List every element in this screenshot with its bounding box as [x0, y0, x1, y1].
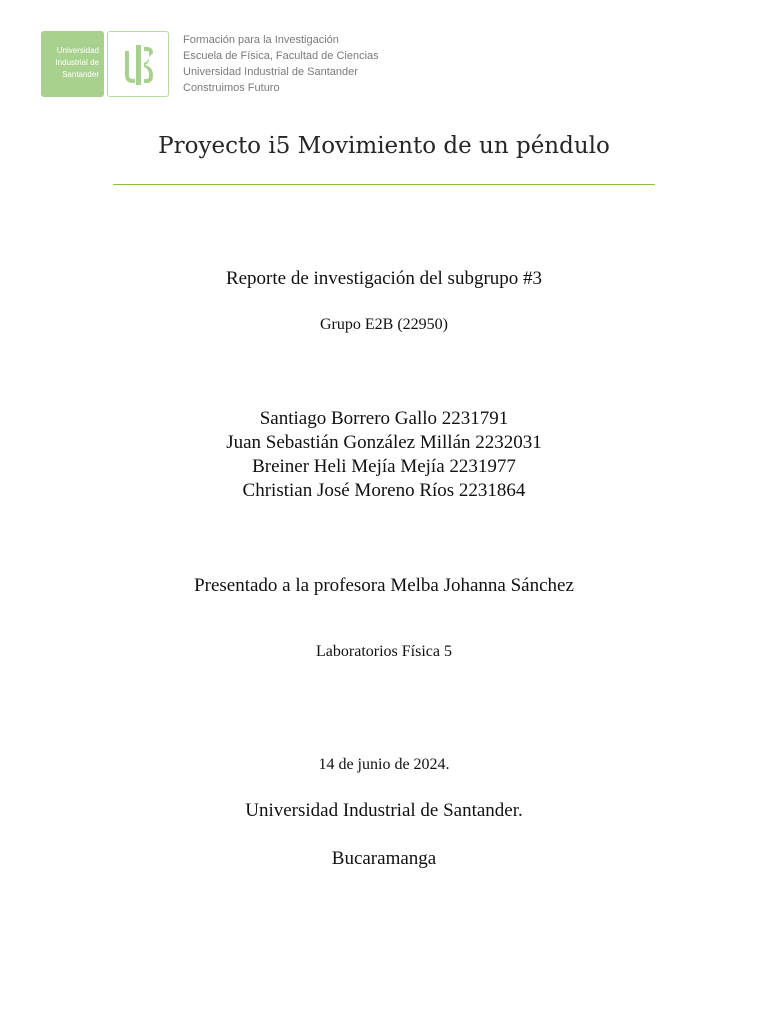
header-line: Universidad Industrial de Santander: [183, 66, 358, 78]
university-logo: [41, 31, 104, 97]
author-name: Juan Sebastián González Millán 2232031: [226, 432, 542, 453]
logo-text: [55, 45, 99, 81]
city-name: Bucaramanga: [331, 848, 437, 869]
document-date: 14 de junio de 2024.: [318, 756, 450, 773]
document-title: Proyecto i5 Movimiento de un péndulo: [158, 133, 610, 159]
author-name: Christian José Moreno Ríos 2231864: [242, 480, 526, 501]
author-name: Breiner Heli Mejía Mejía 2231977: [252, 456, 516, 477]
authors-list: [0, 407, 768, 503]
header-institution-text: [183, 32, 379, 96]
report-subtitle: Reporte de investigación del subgrupo #3: [225, 268, 543, 289]
title-divider: [113, 184, 655, 185]
author-name: Santiago Borrero Gallo 2231791: [259, 408, 509, 429]
uis-monogram-icon: [121, 41, 157, 89]
university-name: Universidad Industrial de Santander.: [245, 800, 523, 821]
logo-text-line: Santander: [62, 70, 99, 79]
uis-emblem-icon: [107, 31, 169, 97]
presented-to: Presentado a la profesora Melba Johanna Sánchez: [194, 575, 574, 596]
header-line: Escuela de Física, Facultad de Ciencias: [183, 50, 379, 62]
logo-text-line: Universidad: [56, 46, 99, 55]
course-name: Laboratorios Física 5: [316, 643, 452, 660]
header-line: Formación para la Investigación: [183, 34, 339, 46]
logo-text-line: Industrial de: [55, 58, 99, 67]
header-line: Construimos Futuro: [183, 82, 280, 94]
group-label: Grupo E2B (22950): [320, 316, 448, 333]
